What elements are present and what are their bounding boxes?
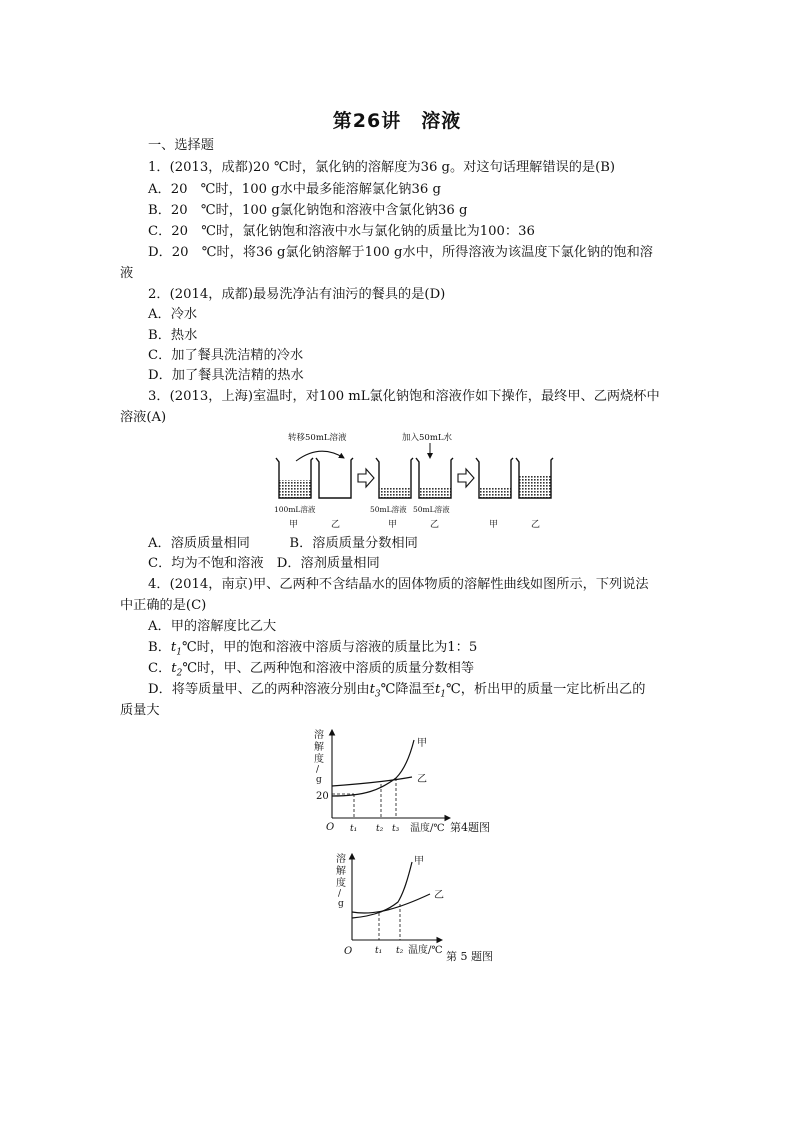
y-label-5: g (316, 775, 322, 785)
origin-label: O (326, 822, 335, 833)
beaker-name-jia-2: 甲 (388, 520, 398, 530)
volume-label-50a: 50mL溶液 (370, 505, 407, 514)
figure-4-caption: 第4题图 (450, 821, 490, 834)
q4-option-d: D．将等质量甲、乙的两种溶液分别由$t_3℃$降温至$t_1℃$，析出甲的质量一定比析出乙的 (148, 682, 646, 700)
x-tick-t2: t₂ (396, 946, 404, 956)
beaker-yi-empty (316, 458, 353, 498)
beaker-yi-50ml (416, 458, 453, 498)
curve-yi (332, 777, 412, 786)
page-title: 第26讲 溶液 (332, 110, 462, 132)
beaker-yi-final (516, 458, 553, 498)
q2-option-d: D．加了餐具洗洁精的热水 (148, 368, 304, 383)
q4-c-t-symbol: $t_2$ (171, 661, 183, 679)
y-label-3: 度 (314, 754, 324, 765)
y-label-2: 解 (336, 866, 346, 877)
solubility-curve-figure-5 (330, 850, 530, 968)
beaker-operation-figure (270, 428, 560, 532)
x-axis-label: 温度/℃ (408, 945, 443, 956)
y-label-2: 解 (314, 742, 324, 753)
q3-stem: 3．(2013，上海)室温时，对100 mL氯化钠饱和溶液作如下操作，最终甲、乙两烧杯中 (148, 389, 660, 404)
y-label-1: 溶 (314, 730, 324, 741)
q1-option-a: A．20 ℃时，100 g水中最多能溶解氯化钠36 g (148, 182, 441, 197)
beaker-jia-50ml (376, 458, 413, 498)
q2-option-a: A．冷水 (148, 307, 198, 322)
x-tick-t2: t₂ (376, 824, 384, 834)
y-label-5: g (338, 899, 344, 909)
q2-stem: 2．(2014，成都)最易洗净沾有油污的餐具的是(D) (148, 287, 446, 302)
q1-stem: 1．(2013，成都)20 ℃时，氯化钠的溶解度为36 g。对这句话理解错误的是(B) (148, 160, 616, 175)
q4-option-b: B．$t_1℃$时，甲的饱和溶液中溶质与溶液的质量比为1：5 (148, 640, 478, 658)
beaker-name-jia-3: 甲 (489, 520, 499, 530)
curve-label-jia: 甲 (414, 856, 424, 867)
curve-yi (352, 894, 430, 913)
x-tick-t1: t₁ (350, 824, 358, 834)
q4-stem-cont: 中正确的是(C) (120, 598, 207, 613)
q2-option-b: B．热水 (148, 328, 198, 343)
q4-d-t-symbol-1: $t_3$ (369, 682, 381, 700)
process-arrow-2 (458, 469, 474, 487)
beaker-name-yi-3: 乙 (531, 520, 541, 530)
q1-option-b: B．20 ℃时，100 g氯化钠饱和溶液中含氯化钠36 g (148, 203, 468, 218)
y-label-4: / (316, 765, 320, 775)
curve-label-jia: 甲 (417, 738, 427, 749)
y-label-3: 度 (336, 878, 346, 889)
curve-label-yi: 乙 (434, 890, 444, 901)
x-tick-t1: t₁ (375, 946, 383, 956)
figure-5-caption: 第 5 题图 (446, 950, 493, 963)
y-label-4: / (338, 889, 342, 899)
origin-label: O (344, 946, 353, 957)
beaker-jia-final (476, 458, 513, 498)
q3-options-ab: A．溶质质量相同 B．溶质质量分数相同 (148, 536, 418, 551)
y-tick-20: 20 (316, 791, 329, 802)
q1-option-c: C．20 ℃时，氯化钠饱和溶液中水与氯化钠的质量比为100：36 (148, 224, 535, 239)
curve-jia (352, 862, 412, 918)
add-water-label: 加入50mL水 (402, 433, 453, 443)
x-tick-t3: t₃ (392, 824, 400, 834)
x-axis-label: 温度/℃ (410, 823, 445, 834)
q4-option-d-cont: 质量大 (120, 703, 160, 718)
beaker-name-yi-2: 乙 (430, 520, 440, 530)
q4-b-t-symbol: $t_1$ (170, 640, 182, 658)
q3-options-cd: C．均为不饱和溶液 D．溶剂质量相同 (148, 556, 380, 571)
q1-option-d-cont: 液 (120, 266, 134, 281)
q4-option-c: C．$t_2℃$时，甲、乙两种饱和溶液中溶质的质量分数相等 (148, 661, 475, 679)
section-heading: 一、选择题 (148, 138, 214, 153)
curve-jia (332, 740, 414, 796)
beaker-name-jia-1: 甲 (289, 520, 299, 530)
q3-stem-cont: 溶液(A) (120, 410, 167, 425)
q4-option-a: A．甲的溶解度比乙大 (148, 619, 277, 634)
q1-option-d: D．20 ℃时，将36 g氯化钠溶解于100 g水中，所得溶液为该温度下氯化钠的饱和溶 (148, 245, 653, 260)
transfer-label: 转移50mL溶液 (288, 433, 347, 443)
q2-option-c: C．加了餐具洗洁精的冷水 (148, 348, 304, 363)
q4-stem: 4．(2014，南京)甲、乙两种不含结晶水的固体物质的溶解性曲线如图所示，下列说法 (148, 577, 649, 592)
beaker-jia-100ml (276, 458, 313, 498)
y-label-1: 溶 (336, 854, 346, 865)
process-arrow-1 (358, 469, 374, 487)
transfer-arrow (296, 451, 344, 461)
curve-label-yi: 乙 (417, 774, 427, 785)
solubility-curve-figure-4 (310, 726, 520, 838)
volume-label-50b: 50mL溶液 (413, 505, 450, 514)
q4-d-t-symbol-2: $t_1$ (434, 682, 446, 700)
beaker-name-yi-1: 乙 (331, 520, 341, 530)
volume-label-100: 100mL溶液 (274, 505, 316, 514)
